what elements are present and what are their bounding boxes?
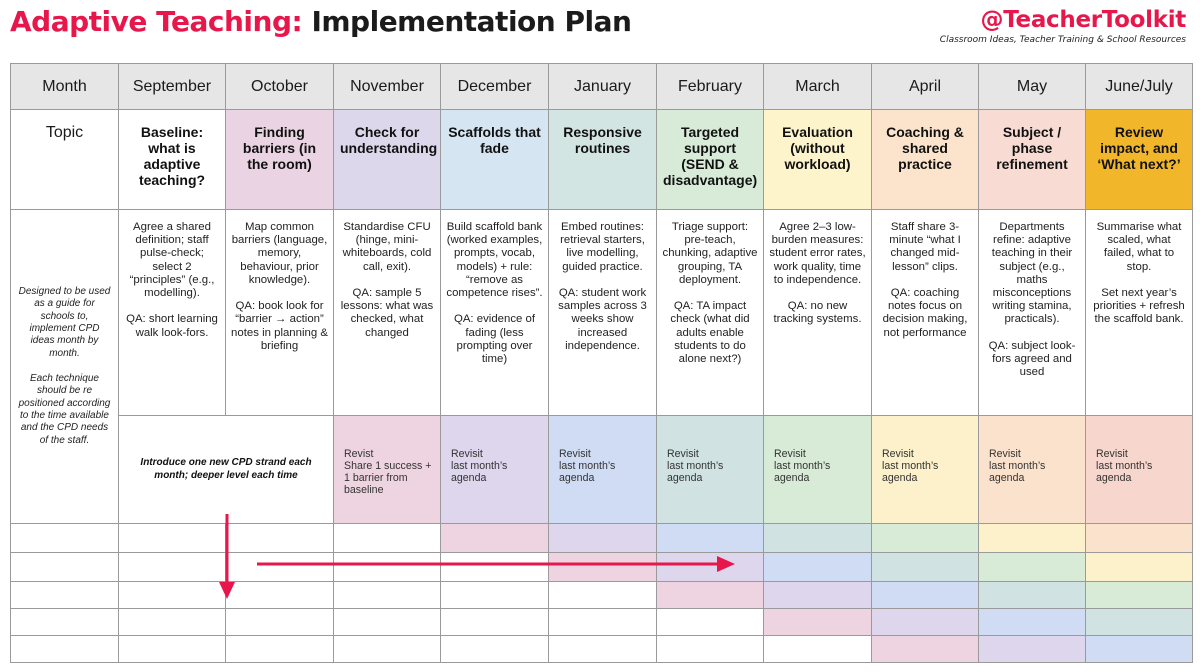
page-title [10,3,631,41]
topic-cell: Evaluation (without workload) [764,110,872,210]
detail-cell: Triage support: pre-teach, chunking, adaptive grouping, TA deployment. QA: TA impact check (what did adults enable students to do alone next?) [657,210,764,416]
topic-cell: Finding barriers (in the room) [226,110,334,210]
topic-cell: Check for understanding [334,110,441,210]
title-main: Implementation Plan [311,5,632,38]
detail-cell: Departments refine: adaptive teaching in their subject (e.g., maths misconceptions writing stamina, practicals). QA: subject look-fors agreed and used [979,210,1086,416]
revisit-cell: Revisit last month’s agenda [872,416,979,524]
topic-cell: Responsive routines [549,110,657,210]
detail-cell: Map common barriers (language, memory, behaviour, prior knowledge). QA: book look for “barrier → action” notes in planning & briefing [226,210,334,416]
revisit-cell: Revisit last month’s agenda [657,416,764,524]
progression-arrows [11,64,1193,663]
revisit-cell: Revisit last month’s agenda [549,416,657,524]
detail-cell: Standardise CFU (hinge, mini-whiteboards, cold call, exit). QA: sample 5 lessons: what was checked, what changed [334,210,441,416]
brand-name: @TeacherToolkit [980,7,1186,33]
revisit-cell: Revisit last month’s agenda [764,416,872,524]
brand-tagline: Classroom Ideas, Teacher Training & School Resources [939,35,1186,45]
topic-cell: Coaching & shared practice [872,110,979,210]
column-header-february: February [657,64,764,110]
detail-cell: Agree a shared definition; staff pulse-check; select 2 “principles” (e.g., modelling). QA: short learning walk look-fors. [119,210,226,416]
column-header-june-july: June/July [1086,64,1193,110]
topic-cell: Subject / phase refinement [979,110,1086,210]
detail-cell: Staff share 3-minute “what I changed mid-lesson” clips. QA: coaching notes focus on decision making, not performance [872,210,979,416]
column-header-november: November [334,64,441,110]
topic-cell: Review impact, and ‘What next?’ [1086,110,1193,210]
implementation-plan-table [10,63,1193,663]
column-header-january: January [549,64,657,110]
topic-cell: Baseline: what is adaptive teaching? [119,110,226,210]
intro-text: Introduce one new CPD strand each month; deeper level each time [119,416,334,524]
column-header-december: December [441,64,549,110]
detail-cell: Embed routines: retrieval starters, live modelling, guided practice. QA: student work samples across 3 weeks show increased independence. [549,210,657,416]
column-header-month: Month [11,64,119,110]
brand-logo [940,6,1186,46]
down-arrow-head [219,582,235,599]
column-header-may: May [979,64,1086,110]
column-header-april: April [872,64,979,110]
column-header-october: October [226,64,334,110]
guide-note: Designed to be used as a guide for schools to, implement CPD ideas month by month. Each technique should be re positioned according to the time available and the CPD needs of the staff. [11,210,119,524]
revisit-cell: Revisit last month’s agenda [441,416,549,524]
row-label-topic: Topic [11,110,119,210]
topic-cell: Targeted support (SEND & disadvantage) [657,110,764,210]
topic-cell: Scaffolds that fade [441,110,549,210]
detail-cell: Build scaffold bank (worked examples, prompts, vocab, models) + rule: “remove as competence rises”. QA: evidence of fading (less prompting over time) [441,210,549,416]
right-arrow-head [717,556,735,572]
title-accent: Adaptive Teaching: [10,5,303,38]
revisit-cell: Revist Share 1 success + 1 barrier from baseline [334,416,441,524]
revisit-cell: Revisit last month’s agenda [979,416,1086,524]
detail-cell: Summarise what scaled, what failed, what to stop. Set next year’s priorities + refresh the scaffold bank. [1086,210,1193,416]
column-header-september: September [119,64,226,110]
revisit-cell: Revisit last month’s agenda [1086,416,1193,524]
detail-cell: Agree 2–3 low-burden measures: student error rates, work quality, time to independence. QA: no new tracking systems. [764,210,872,416]
column-header-march: March [764,64,872,110]
